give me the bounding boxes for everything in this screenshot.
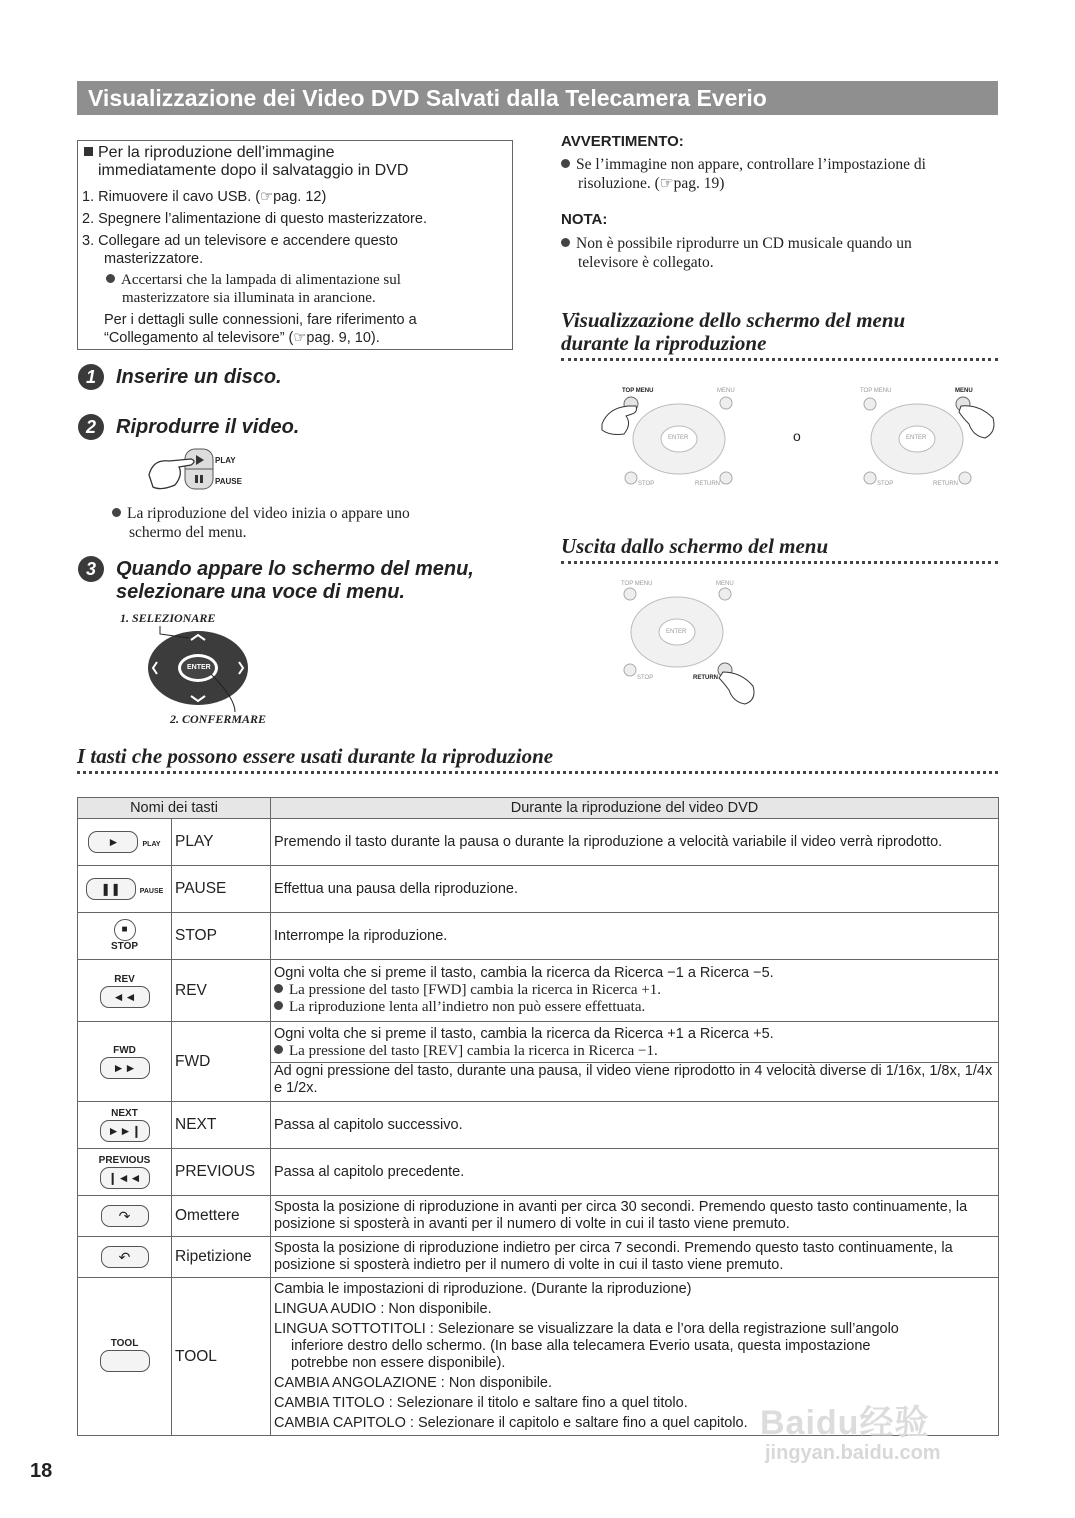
key-description: Effettua una pausa della riproduzione.	[271, 866, 999, 913]
table-row	[78, 819, 999, 866]
key-description: Passa al capitolo successivo.	[271, 1102, 999, 1149]
remote-c-return: RETURN	[693, 675, 718, 681]
remote-c-menu: MENU	[716, 581, 734, 587]
remote-a-menu: MENU	[717, 388, 735, 394]
menu-section-title-1: Visualizzazione dello schermo del menu	[561, 308, 906, 332]
key-description: Sposta la posizione di riproduzione in avanti per circa 30 secondi. Premendo questo tasto continuamente, la posizione si sposterà in avanti per il numero di volte in cui il tasto viene premuto.	[271, 1196, 999, 1237]
exit-section-divider	[561, 561, 998, 564]
remote-c-top-menu: TOP MENU	[621, 581, 653, 587]
step-1-number: 1	[78, 364, 104, 390]
nota-line-1: Non è possibile riprodurre un CD musicale quando un	[561, 234, 912, 253]
key-description: Ogni volta che si preme il tasto, cambia la ricerca da Ricerca −1 a Ricerca −5. La pressione del tasto [FWD] cambia la ricerca in Ricerca +1. La riproduzione lenta all’indietro non può essere effettuata.	[271, 960, 999, 1022]
step-2-text: Riprodurre il video.	[116, 416, 300, 438]
info-note-1: Per i dettagli sulle connessioni, fare riferimento a	[104, 312, 417, 328]
play-label: PLAY	[215, 456, 236, 465]
key-description: Passa al capitolo precedente.	[271, 1149, 999, 1196]
remote-a-return: RETURN	[695, 481, 720, 487]
tool-key-icon: TOOL	[78, 1278, 172, 1436]
select-label: 1. SELEZIONARE	[120, 611, 216, 625]
info-note-2: “Collegamento al televisore” (☞pag. 9, 10).	[104, 330, 380, 346]
step-2-number: 2	[78, 414, 104, 440]
remote-a-enter: ENTER	[668, 435, 689, 441]
table-row	[78, 1196, 999, 1237]
remote-b-enter: ENTER	[906, 435, 927, 441]
info-bullet-1a: Accertarsi che la lampada di alimentazione sul	[106, 272, 401, 289]
warning-title: AVVERTIMENTO:	[561, 133, 684, 150]
key-description: Interrompe la riproduzione.	[271, 913, 999, 960]
key-name: Omettere	[172, 1196, 271, 1237]
table-header-description: Durante la riproduzione del video DVD	[271, 798, 999, 819]
info-item-3a: 3. Collegare ad un televisore e accendere questo	[82, 233, 398, 249]
table-row	[78, 1149, 999, 1196]
key-name: PREVIOUS	[172, 1149, 271, 1196]
remote-b-menu: MENU	[955, 388, 973, 394]
confirm-label: 2. CONFERMARE	[170, 712, 267, 726]
key-name: Ripetizione	[172, 1237, 271, 1278]
step-1-text: Inserire un disco.	[116, 366, 282, 388]
info-item-2: 2. Spegnere l’alimentazione di questo masterizzatore.	[82, 211, 427, 227]
remote-a-stop: STOP	[638, 481, 655, 487]
key-name: REV	[172, 960, 271, 1022]
remote-b-top-menu: TOP MENU	[860, 388, 892, 394]
table-section-title: I tasti che possono essere usati durante la riproduzione	[77, 744, 554, 768]
fwd-key-icon: FWD ►►	[78, 1022, 172, 1102]
warning-line-1: Se l’immagine non appare, controllare l’impostazione di	[561, 155, 926, 174]
step-3-number: 3	[78, 556, 104, 582]
remote-a-top-menu: TOP MENU	[622, 388, 654, 394]
key-name: TOOL	[172, 1278, 271, 1436]
previous-key-icon: PREVIOUS ❙◄◄	[78, 1149, 172, 1196]
table-row	[78, 1022, 999, 1102]
table-section-divider	[77, 771, 998, 774]
skip-forward-key-icon: ↷	[78, 1196, 172, 1237]
remote-c-enter: ENTER	[666, 629, 687, 635]
next-key-icon: NEXT ►►❙	[78, 1102, 172, 1149]
nota-title: NOTA:	[561, 211, 608, 228]
play-key-icon: ► PLAY	[78, 819, 172, 866]
step-3-text-1: Quando appare lo schermo del menu,	[116, 558, 474, 580]
key-name: STOP	[172, 913, 271, 960]
step-2-bullet-2: schermo del menu.	[129, 524, 247, 541]
rev-key-icon: REV ◄◄	[78, 960, 172, 1022]
remote-b-stop: STOP	[877, 481, 894, 487]
key-description: Ogni volta che si preme il tasto, cambia la ricerca da Ricerca +1 a Ricerca +5. La pressione del tasto [REV] cambia la ricerca in Ricerca −1. Ad ogni pressione del tasto, durante una pausa, il video viene riprodotto in 4 velocità diverse di 1/16x, 1/8x, 1/4x e 1/2x.	[271, 1022, 999, 1102]
nota-line-2: televisore è collegato.	[578, 254, 714, 271]
menu-section-title-2: durante la riproduzione	[561, 331, 767, 355]
remote-return-illustration	[615, 578, 760, 706]
info-box-header	[84, 144, 408, 180]
watermark-url: jingyan.baidu.com	[765, 1442, 941, 1464]
table-row	[78, 1237, 999, 1278]
info-item-1: 1. Rimuovere il cavo USB. (☞pag. 12)	[82, 189, 327, 205]
table-row	[78, 866, 999, 913]
keys-table	[77, 797, 999, 1436]
or-label: o	[793, 428, 801, 444]
skip-back-key-icon: ↶	[78, 1237, 172, 1278]
key-description: Premendo il tasto durante la pausa o durante la riproduzione a velocità variabile il video verrà riprodotto.	[271, 819, 999, 866]
key-name: PAUSE	[172, 866, 271, 913]
page-banner-title: Visualizzazione dei Video DVD Salvati dalla Telecamera Everio	[77, 81, 998, 115]
watermark-logo: Baidu经验	[760, 1404, 930, 1442]
info-box-header-line1: Per la riproduzione dell’immagine	[84, 144, 335, 161]
info-bullet-1b: masterizzatore sia illuminata in arancione.	[122, 290, 376, 306]
exit-section-title: Uscita dallo schermo del menu	[561, 534, 829, 558]
remote-b-return: RETURN	[933, 481, 958, 487]
key-name: NEXT	[172, 1102, 271, 1149]
stop-key-icon: ■ STOP	[78, 913, 172, 960]
pause-label: PAUSE	[215, 477, 242, 486]
key-description: Cambia le impostazioni di riproduzione. (Durante la riproduzione) LINGUA AUDIO : Non disponibile. LINGUA SOTTOTITOLI : Selezionare se visualizzare la data e l’ora della registrazione sull’angolo inferiore destro dello schermo. (In base alla telecamera Everio usata, questa impostazione potrebbe non essere disponibile). CAMBIA ANGOLAZIONE : Non disponibile. CAMBIA TITOLO : Selezionare il titolo e saltare fino a quel titolo. CAMBIA CAPITOLO : Selezionare il capitolo e saltare fino a quel capitolo.	[271, 1278, 999, 1436]
step-3-text-2: selezionare una voce di menu.	[116, 581, 405, 603]
enter-label: ENTER	[187, 664, 211, 671]
table-header-row	[78, 798, 999, 819]
pause-key-icon: ❚❚ PAUSE	[78, 866, 172, 913]
info-box	[77, 140, 513, 350]
key-name: FWD	[172, 1022, 271, 1102]
step-2-bullet-1: La riproduzione del video inizia o appare uno	[112, 504, 410, 523]
table-row	[78, 1102, 999, 1149]
warning-line-2: risoluzione. (☞pag. 19)	[578, 175, 725, 192]
remote-menu-illustration	[855, 384, 1000, 490]
table-row	[78, 960, 999, 1022]
table-header-keys: Nomi dei tasti	[78, 798, 271, 819]
info-item-3b: masterizzatore.	[104, 251, 204, 267]
key-description: Sposta la posizione di riproduzione indietro per circa 7 secondi. Premendo questo tasto continuamente, la posizione si sposterà indietro per il numero di volte in cui il tasto viene premuto.	[271, 1237, 999, 1278]
table-row	[78, 913, 999, 960]
play-pause-illustration	[145, 445, 255, 495]
info-box-header-line2: immediatamente dopo il salvataggio in DVD	[98, 162, 409, 179]
remote-c-stop: STOP	[637, 675, 654, 681]
page-number: 18	[30, 1460, 53, 1482]
key-name: PLAY	[172, 819, 271, 866]
menu-section-divider	[561, 358, 998, 361]
